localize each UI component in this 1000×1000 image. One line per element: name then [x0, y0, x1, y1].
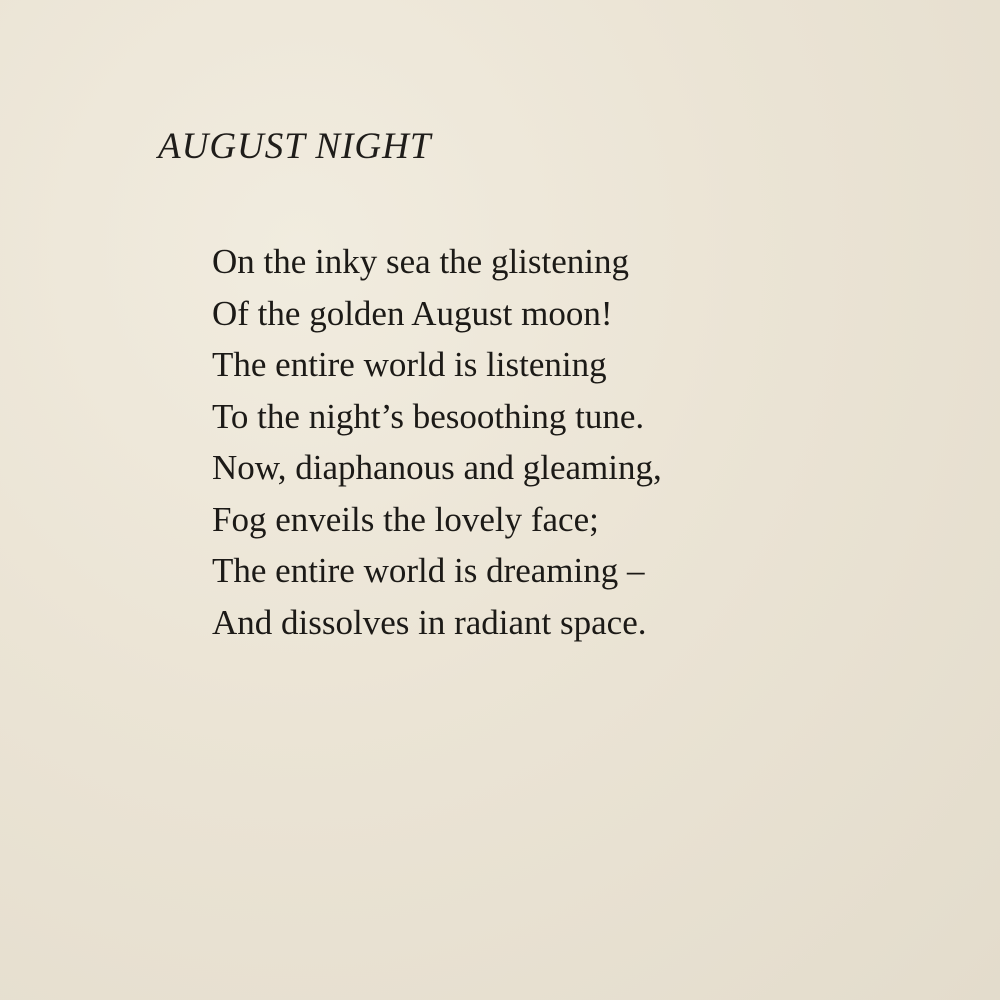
poem-title: AUGUST NIGHT	[158, 126, 432, 167]
poem-line: And dissolves in radiant space.	[212, 602, 647, 642]
poem-stanza	[212, 236, 662, 648]
poem-line: Fog enveils the lovely face;	[212, 499, 599, 539]
poem-line: On the inky sea the glistening	[212, 242, 630, 281]
poem-line: Now, diaphanous and gleaming,	[212, 448, 662, 487]
poem-line: Of the golden August moon!	[212, 293, 613, 333]
poem-line: To the night’s besoothing tune.	[212, 396, 645, 436]
poem-line: The entire world is dreaming –	[212, 551, 645, 590]
poem-line: The entire world is listening	[212, 345, 607, 384]
